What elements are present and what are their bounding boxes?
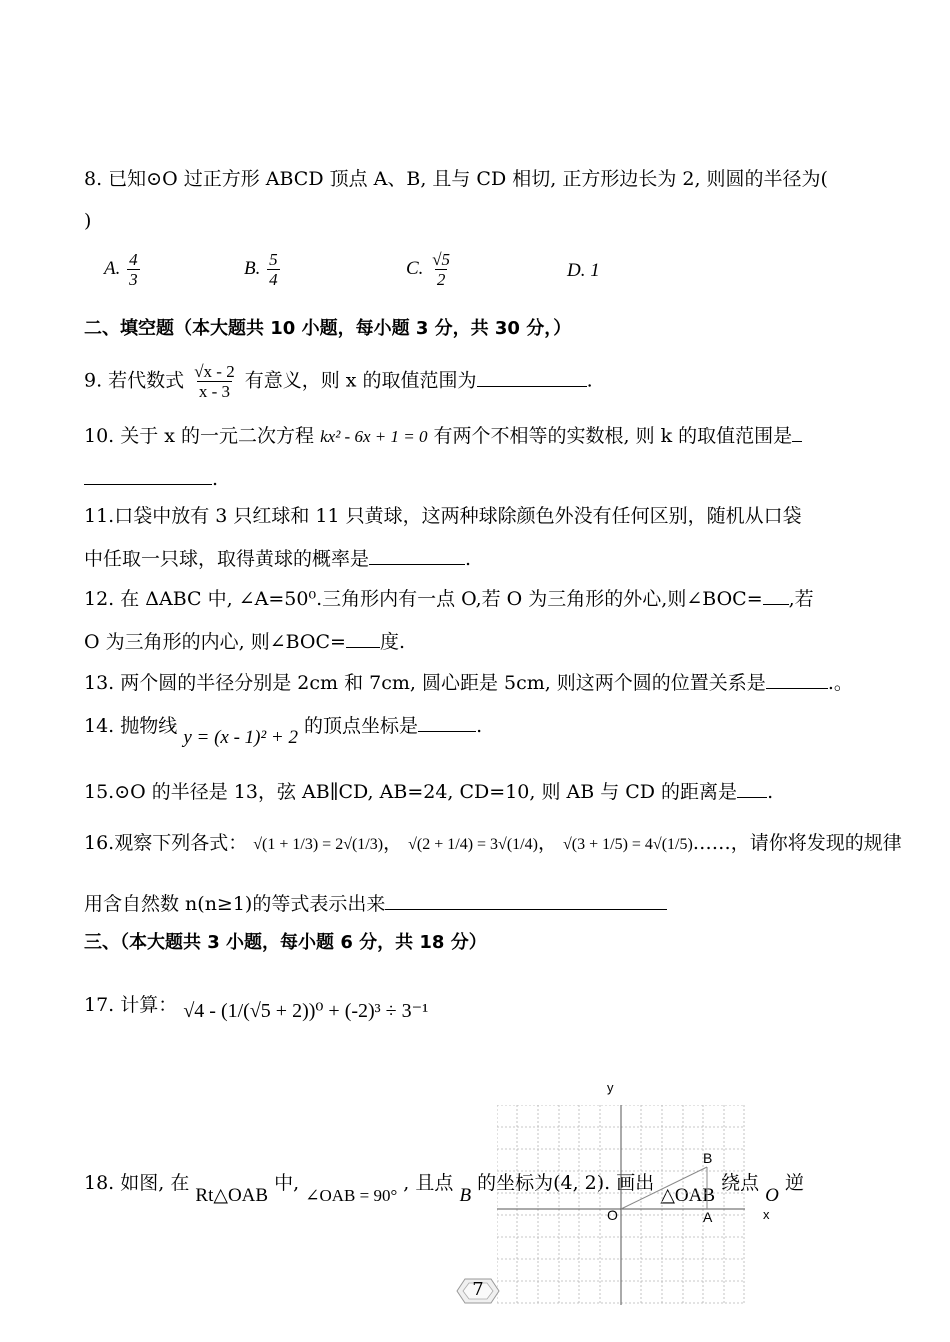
choice-d: D. 1: [567, 260, 600, 281]
section-3-heading: 三、（本大题共 3 小题，每小题 6 分，共 18 分）: [84, 932, 487, 953]
q18: 18. 如图, 在 Rt△OAB 中, ∠OAB = 90° , 且点 B 的坐标为(4, 2). 画出 △OAB 绕点 O 逆: [84, 1172, 804, 1206]
q14-equation: y = (x - 1)² + 2: [183, 727, 298, 748]
q10-equation: kx² - 6x + 1 = 0: [320, 427, 428, 446]
q16-answer-blank[interactable]: [385, 890, 667, 910]
q10-line2: .: [84, 465, 218, 492]
q14-answer-blank[interactable]: [418, 712, 476, 732]
q12-line2: O 为三角形的内心, 则∠BOC= 度.: [84, 628, 405, 655]
q11-line2: 中任取一只球，取得黄球的概率是 .: [84, 545, 471, 572]
q9: 9. 若代数式 $\frac{√x - 2}{x - 3}$ 有意义，则 x 的取值范围为 .: [84, 362, 593, 401]
q9-fraction: $\frac{√x - 2}{x - 3}$: [194, 362, 235, 401]
origin-label: O: [607, 1207, 618, 1223]
q16-expr-3: √(3 + 1/5) = 4√(1/5): [562, 836, 693, 853]
q15-answer-blank[interactable]: [737, 778, 767, 798]
q18-point-b: B: [459, 1185, 472, 1206]
q11-line1: 11.口袋中放有 3 只红球和 11 只黄球，这两种球除颜色外没有任何区别，随机从口袋: [84, 505, 802, 527]
q18-point-o: O: [765, 1185, 779, 1206]
q18-triangle-oab: △OAB: [660, 1185, 716, 1206]
q10-answer-blank-a[interactable]: [792, 422, 802, 442]
point-a-label: A: [703, 1209, 713, 1225]
q18-triangle-rt: Rt△OAB: [195, 1185, 269, 1206]
q15: 15.⊙O 的半径是 13，弦 AB∥CD, AB=24, CD=10, 则 AB 与 CD 的距离是 .: [84, 778, 773, 805]
q12-answer-blank-a[interactable]: [763, 585, 789, 605]
q9-answer-blank[interactable]: [477, 367, 587, 387]
choice-a: A. $\frac{4}{3}$: [104, 250, 138, 289]
segment-ob: [621, 1167, 707, 1209]
q18-angle: ∠OAB = 90°: [305, 1186, 398, 1205]
axis-x-label: x: [763, 1207, 770, 1222]
q16-expr-1: √(1 + 1/3) = 2√(1/3): [253, 836, 384, 853]
q16-line1: 16.观察下列各式： √(1 + 1/3) = 2√(1/3)， √(2 + 1/4) = 3√(1/4)， √(3 + 1/5) = 4√(1/5)……，请你将发现的规律: [84, 832, 902, 854]
q10: 10. 关于 x 的一元二次方程 kx² - 6x + 1 = 0 有两个不相等的实数根, 则 k 的取值范围是: [84, 422, 802, 450]
q12-line1: 12. 在 ΔABC 中, ∠A=50⁰.三角形内有一点 O,若 O 为三角形的外心,则∠BOC= ,若: [84, 585, 814, 612]
q13-answer-blank[interactable]: [766, 669, 828, 689]
axis-y-label: y: [607, 1080, 614, 1095]
q11-answer-blank[interactable]: [369, 545, 465, 565]
q14: 14. 抛物线 y = (x - 1)² + 2 的顶点坐标是 .: [84, 712, 482, 740]
q8-text: 8. 已知⊙O 过正方形 ABCD 顶点 A、B, 且与 CD 相切, 正方形边长为 2, 则圆的半径为(: [84, 168, 828, 190]
q16-expr-2: √(2 + 1/4) = 3√(1/4): [408, 836, 538, 853]
q10-answer-blank-b[interactable]: [84, 465, 212, 485]
q17-expression: √4 - (1/(√5 + 2))⁰ + (-2)³ ÷ 3⁻¹: [183, 1000, 429, 1022]
q16-line2: 用含自然数 n(n≥1)的等式表示出来: [84, 890, 667, 917]
q13: 13. 两个圆的半径分别是 2cm 和 7cm, 圆心距是 5cm, 则这两个圆的位置关系是 .。: [84, 669, 853, 696]
q12-answer-blank-b[interactable]: [346, 628, 380, 648]
choice-b: B. $\frac{5}{4}$: [244, 250, 278, 289]
section-2-heading: 二、填空题（本大题共 10 小题，每小题 3 分，共 30 分，）: [84, 318, 572, 339]
page-number: 7: [472, 1279, 484, 1300]
q8-close: ): [84, 210, 92, 232]
coordinate-grid-figure: [497, 1105, 745, 1305]
point-b-label: B: [703, 1150, 713, 1166]
choice-c: C. $\frac{√5}{2}$: [406, 250, 451, 289]
q17: 17. 计算： √4 - (1/(√5 + 2))⁰ + (-2)³ ÷ 3⁻¹: [84, 994, 429, 1022]
